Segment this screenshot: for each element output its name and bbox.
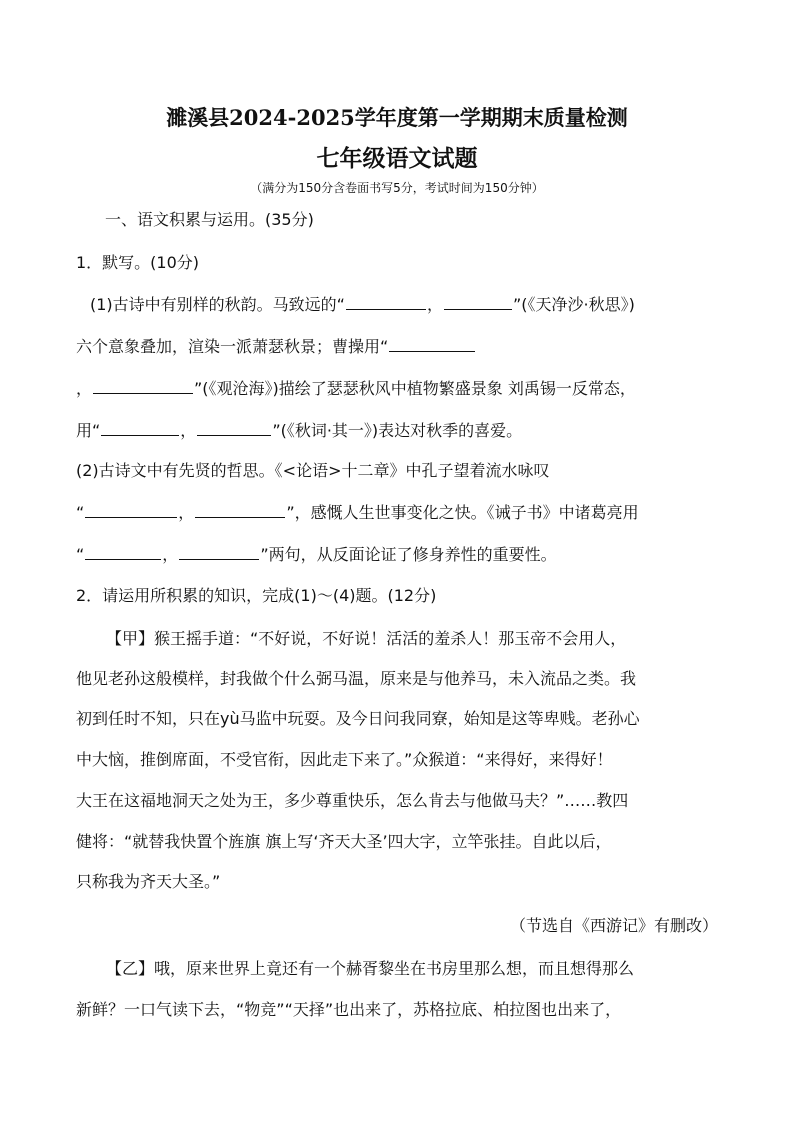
question-1-heading: 1．默写。(10分): [76, 253, 200, 272]
passage-jia-line: 只称我为齐天大圣。”: [76, 872, 221, 891]
question-1-1-line-4: [76, 419, 522, 443]
passage-jia-line: 大王在这福地洞天之处为王，多少尊重快乐，怎么肯去与他做马夫？”……教四: [76, 791, 629, 810]
text: ”，感慨人生世事变化之快。《诫子书》中诸葛亮用: [286, 503, 639, 522]
answer-blank[interactable]: [85, 501, 177, 518]
passage-jia-line: 中大恼，推倒席面，不受官衔，因此走下来了。”众猴道：“来得好，来得好！: [76, 750, 613, 769]
text: ，: [76, 379, 93, 398]
text: “: [76, 503, 85, 522]
answer-blank[interactable]: [346, 293, 426, 310]
question-1-2-line-3: [76, 543, 557, 567]
exam-subtitle: 七年级语文试题: [316, 145, 478, 172]
passage-jia-line: 健将：“就替我快置个旌旗 旗上写‘齐天大圣’四大字，立竿张挂。自此以后，: [76, 832, 612, 851]
text: ”两句，从反面论证了修身养性的重要性。: [260, 545, 557, 564]
question-2-heading: 2．请运用所积累的知识，完成(1)～(4)题。(12分): [76, 586, 437, 605]
text: (1)古诗中有别样的秋韵。马致远的“: [90, 295, 345, 314]
passage-yi-line: 新鲜？一口气读下去，“物竞”“天择”也出来了，苏格拉底、柏拉图也出来了，: [76, 1000, 622, 1019]
text: “: [76, 545, 85, 564]
answer-blank[interactable]: [179, 543, 259, 560]
answer-blank[interactable]: [197, 419, 271, 436]
text: ”(《秋词·其一》)表达对秋季的喜爱。: [272, 421, 523, 440]
passage-yi-line: 【乙】哦，原来世界上竟还有一个赫胥黎坐在书房里那么想，而且想得那么: [106, 959, 635, 978]
text: 用“: [76, 421, 101, 440]
text: ，: [162, 545, 179, 564]
answer-blank[interactable]: [444, 293, 512, 310]
question-1-1-line-1: [90, 293, 635, 317]
text: ”(《观沧海》)描绘了瑟瑟秋风中植物繁盛景象 刘禹锡一反常态，: [194, 379, 636, 398]
answer-blank[interactable]: [195, 501, 285, 518]
passage-jia-line: 【甲】猴王摇手道：“不好说，不好说！活活的羞杀人！那玉帝不会用人，: [106, 629, 627, 648]
exam-note: （满分为150分含卷面书写5分，考试时间为150分钟）: [250, 181, 544, 195]
question-1-1-line-2: [76, 335, 476, 359]
answer-blank[interactable]: [85, 543, 161, 560]
text: 六个意象叠加，渲染一派萧瑟秋景；曹操用“: [76, 337, 389, 356]
answer-blank[interactable]: [101, 419, 179, 436]
text: ，: [426, 295, 443, 314]
text: ”(《天净沙·秋思》): [512, 295, 635, 314]
section-heading: 一、语文积累与运用。(35分): [105, 210, 314, 229]
question-1-2-line-1: (2)古诗文中有先贤的哲思。《<论语>十二章》中孔子望着流水咏叹: [76, 461, 550, 480]
passage-source: （节选自《西游记》有删改）: [509, 916, 718, 935]
text: ，: [180, 421, 197, 440]
passage-jia-line: 初到任时不知，只在yù马监中玩耍。及今日问我同寮，始知是这等卑贱。老孙心: [76, 709, 640, 728]
text: ，: [178, 503, 195, 522]
question-1-1-line-3: [76, 377, 636, 401]
answer-blank[interactable]: [389, 335, 475, 352]
passage-jia-line: 他见老孙这般模样，封我做个什么弼马温，原来是与他养马，未入流品之类。我: [76, 669, 637, 688]
exam-title: 濉溪县2024-2025学年度第一学期期末质量检测: [166, 105, 628, 130]
question-1-2-line-2: [76, 501, 639, 525]
answer-blank[interactable]: [93, 377, 193, 394]
